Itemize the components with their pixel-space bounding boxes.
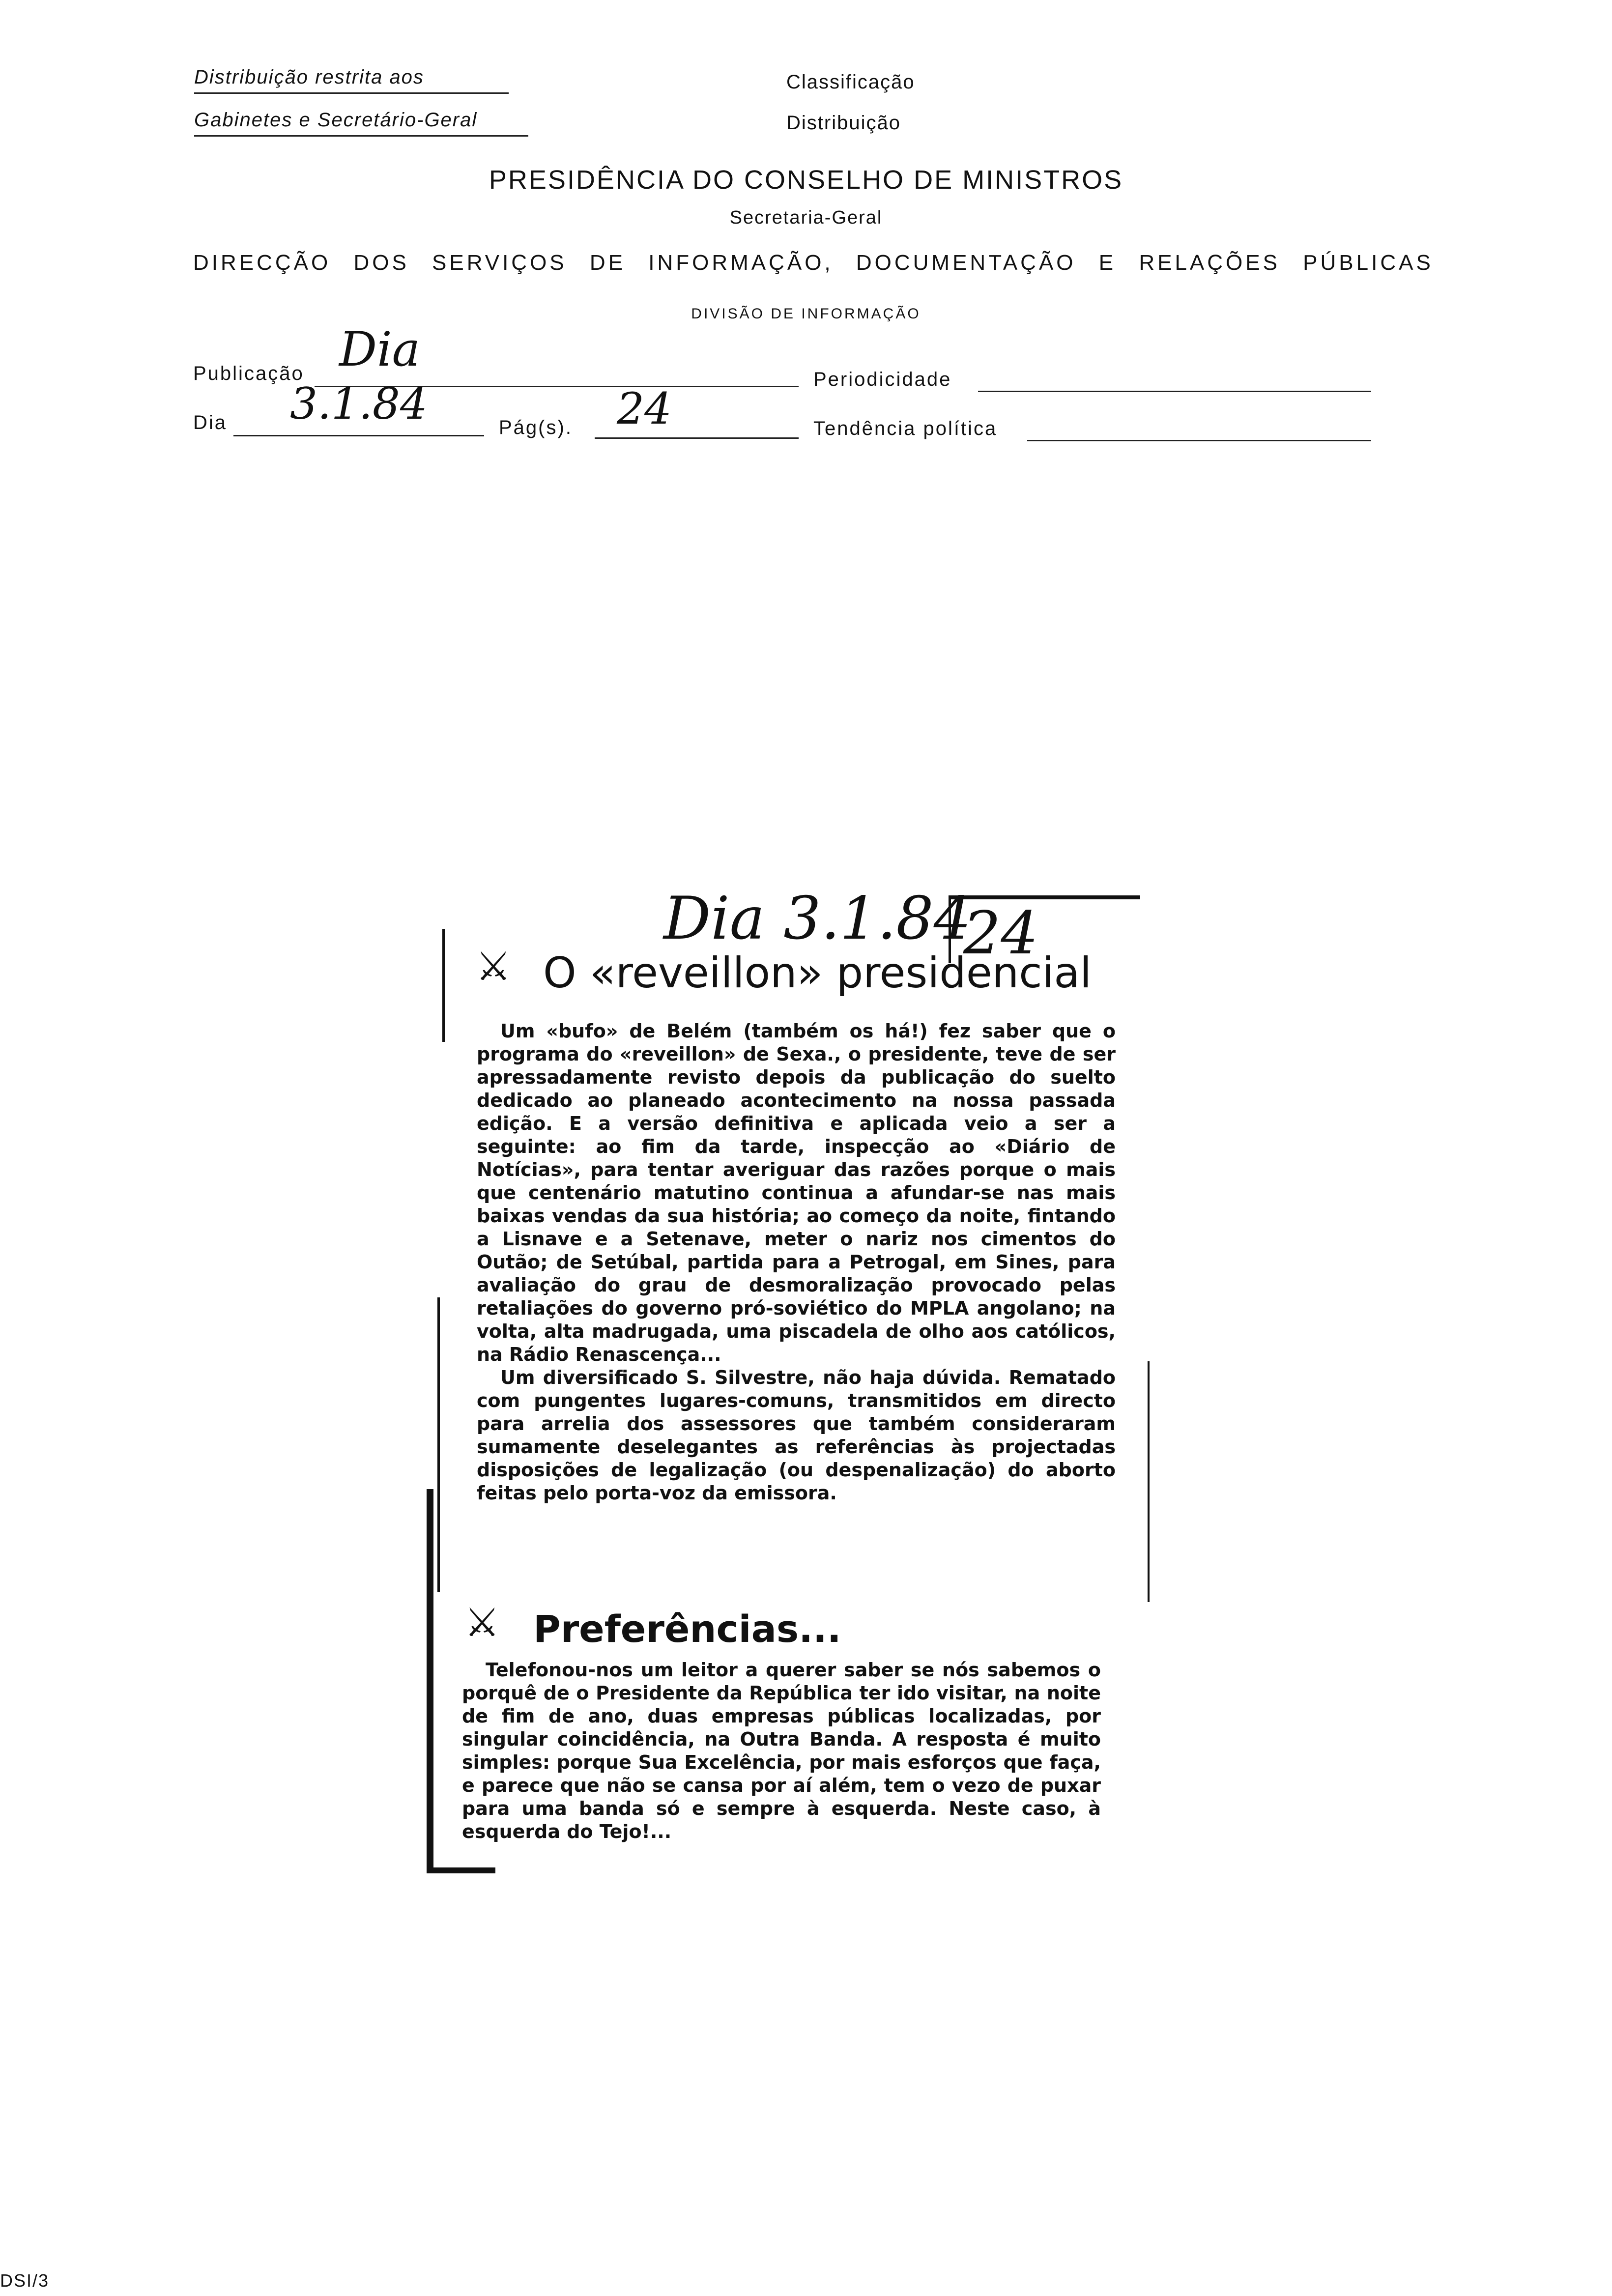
article2-body xyxy=(462,1659,1101,1843)
pages-label: Pág(s). xyxy=(499,417,573,438)
clipping-left-rule-top xyxy=(442,929,445,1042)
article1-paragraph: Um «bufo» de Belém (também os há!) fez saber que o programa do «reveillon» de Sexa., o presidente, teve de ser apressadamente revisto depois da publicação do suelto dedicado ao planeado acontecimento na nossa passada edição. E a versão definitiva e aplicada veio a ser a seguinte: ao fim da tarde, inspecção ao «Diário de Notícias», para tentar averiguar das razões porque o mais que centenário matutino continua a afundar-se nas mais baixas vendas da sua história; ao começo da noite, fintando a Lisnave e a Setenave, meter o nariz nos cimentos do Outão; de Setúbal, partida para a Petrogal, em Sines, para avaliação do grau de desmoralização provocado pelas retaliações do governo pró-soviético do MPLA angolano; na volta, alta madrugada, uma piscadela de olho aos católicos, na Rádio Renascença... xyxy=(477,1020,1116,1365)
clipping-bottom-rule xyxy=(427,1867,495,1873)
clipping-right-rule xyxy=(1148,1361,1150,1602)
article1-body xyxy=(477,1020,1116,1505)
clipping-left-rule-bottom xyxy=(427,1489,433,1872)
distribution-restriction-line2: Gabinetes e Secretário-Geral xyxy=(194,109,528,137)
form-code: DSI/3 xyxy=(0,2270,50,2291)
clipping-handwritten-page: 24 xyxy=(963,899,1038,968)
devil-icon: ⚔ xyxy=(464,1601,500,1644)
periodicity-label: Periodicidade xyxy=(813,369,952,390)
department-name: DIRECÇÃO DOS SERVIÇOS DE INFORMAÇÃO, DOCUMENTAÇÃO E RELAÇÕES PÚBLICAS xyxy=(193,251,1434,275)
periodicity-line xyxy=(978,391,1371,392)
clipping-handwritten-note: Dia 3.1.84 xyxy=(663,885,971,953)
publication-label: Publicação xyxy=(193,363,304,384)
distribution-label: Distribuição xyxy=(786,112,901,134)
article2-paragraph: Telefonou-nos um leitor a querer saber se nós sabemos o porquê de o Presidente da República ter ido visitar, na noite de fim de ano, duas empresas públicas localizadas, por singular coincidência, na Outra Banda. A resposta é muito simples: porque Sua Excelência, por mais esforços que faça, e parece que não se cansa por aí além, tem o vezo de puxar para uma banda só e sempre à esquerda. Neste caso, à esquerda do Tejo!... xyxy=(462,1659,1101,1842)
article1-paragraph: Um diversificado S. Silvestre, não haja dúvida. Rematado com pungentes lugares-comuns, transmitidos em directo para arrelia dos assessores que também consideraram sumamente deselegantes as referências às projectadas disposições de legalização (ou despenalização) do aborto feitas pelo porta-voz da emissora. xyxy=(477,1367,1116,1504)
day-label: Dia xyxy=(193,412,228,433)
article2-title: Preferências... xyxy=(533,1607,841,1651)
clipping-left-rule-mid xyxy=(437,1297,440,1592)
devil-icon: ⚔ xyxy=(476,945,511,988)
publication-handwritten: Dia xyxy=(339,322,420,377)
political-tendency-line xyxy=(1027,440,1371,441)
day-line xyxy=(233,435,484,436)
article1-title: O «reveillon» presidencial xyxy=(543,948,1092,998)
distribution-restriction-line1: Distribuição restrita aos xyxy=(194,66,509,94)
page-title: PRESIDÊNCIA DO CONSELHO DE MINISTROS xyxy=(489,165,1123,195)
political-tendency-label: Tendência política xyxy=(813,418,998,439)
day-handwritten: 3.1.84 xyxy=(290,378,428,429)
pages-line xyxy=(595,437,799,439)
subtitle: Secretaria-Geral xyxy=(729,207,883,228)
pages-handwritten: 24 xyxy=(617,383,672,434)
classification-label: Classificação xyxy=(786,71,915,93)
clipping-top-rule xyxy=(949,895,1140,899)
division-name: DIVISÃO DE INFORMAÇÃO xyxy=(691,306,921,322)
